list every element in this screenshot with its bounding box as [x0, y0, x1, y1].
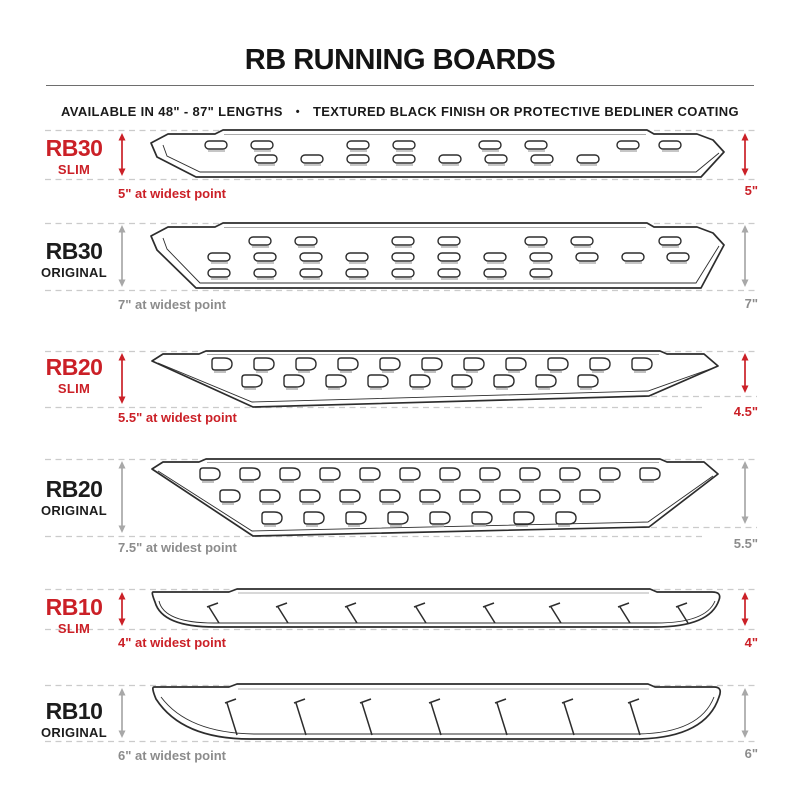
model-label-rb10-slim	[24, 596, 124, 635]
model-variant: ORIGINAL	[41, 725, 107, 740]
subtitle-lengths: AVAILABLE IN 48" - 87" LENGTHS	[61, 104, 283, 119]
model-label-rb20-slim	[24, 356, 124, 395]
right-width-measurement: 4"	[744, 635, 758, 650]
model-name: RB10	[45, 698, 103, 724]
model-variant: SLIM	[57, 162, 91, 177]
model-variant: ORIGINAL	[41, 265, 107, 280]
model-name: RB30	[45, 135, 103, 161]
model-variant: SLIM	[57, 381, 91, 396]
left-width-measurement: 5" at widest point	[118, 186, 227, 201]
right-width-measurement: 4.5"	[733, 404, 758, 419]
model-name: RB20	[45, 476, 103, 502]
model-label-rb30-original	[24, 240, 124, 279]
subtitle-finish: TEXTURED BLACK FINISH OR PROTECTIVE BEDLINER COATING	[312, 104, 739, 119]
left-width-measurement: 4" at widest point	[118, 635, 227, 650]
left-width-measurement: 5.5" at widest point	[118, 410, 237, 425]
model-label-rb30-slim	[24, 137, 124, 176]
model-variant: SLIM	[57, 621, 91, 636]
model-name: RB10	[45, 594, 103, 620]
bullet-separator-icon: •	[295, 105, 300, 118]
right-width-measurement: 7"	[744, 296, 758, 311]
left-width-measurement: 6" at widest point	[118, 748, 227, 763]
model-name: RB20	[45, 354, 103, 380]
model-label-rb10-original	[24, 700, 124, 739]
page-title: RB RUNNING BOARDS	[244, 44, 556, 76]
model-variant: ORIGINAL	[41, 503, 107, 518]
right-width-measurement: 6"	[744, 746, 758, 761]
model-name: RB30	[45, 238, 103, 264]
right-width-measurement: 5.5"	[733, 536, 758, 551]
model-label-rb20-original	[24, 478, 124, 517]
right-width-measurement: 5"	[744, 183, 758, 198]
left-width-measurement: 7" at widest point	[118, 297, 227, 312]
left-width-measurement: 7.5" at widest point	[118, 540, 237, 555]
